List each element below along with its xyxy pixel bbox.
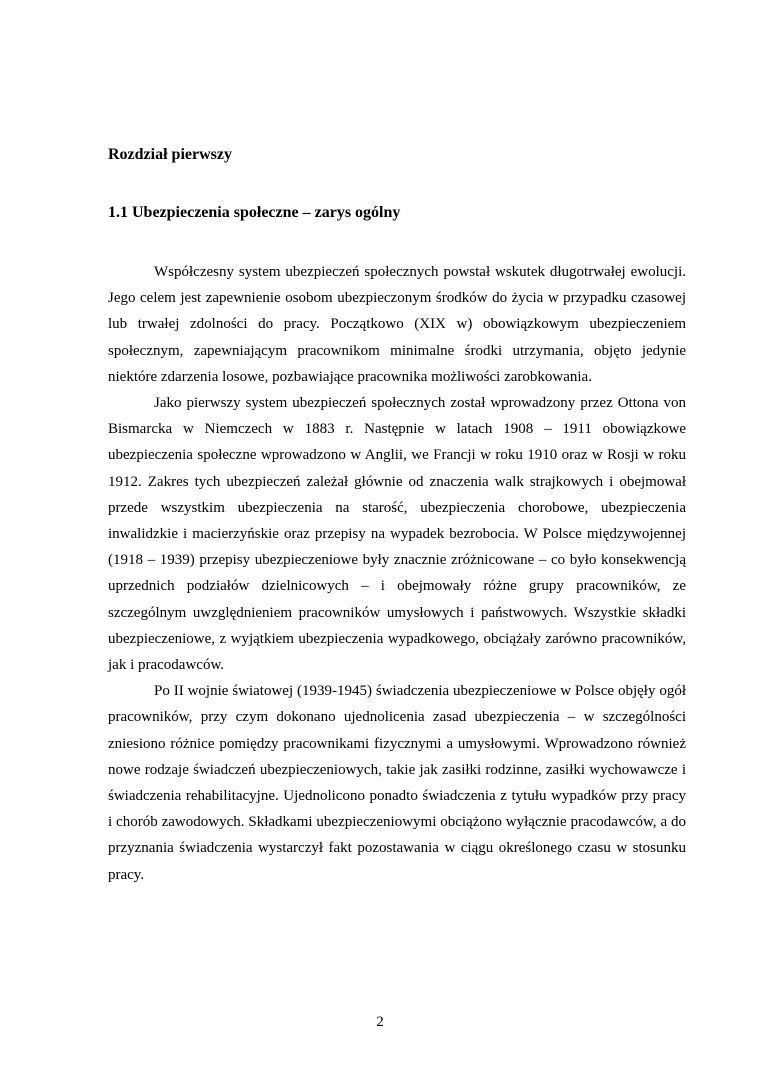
paragraph-2: Jako pierwszy system ubezpieczeń społecznych został wprowadzony przez Ottona von Bismarcka w Niemczech w 1883 r. Następnie w latach 1908 – 1911 obowiązkowe ubezpieczenia społeczne wprowadzono w Anglii, we Francji w roku 1910 oraz w Rosji w roku 1912. Zakres tych ubezpieczeń zależał głównie od znaczenia walk strajkowych i obejmował przede wszystkim ubezpieczenia na starość, ubezpieczenia chorobowe, ubezpieczenia inwalidzkie i macierzyńskie oraz przepisy na wypadek bezrobocia. W Polsce międzywojennej (1918 – 1939) przepisy ubezpieczeniowe były znacznie zróżnicowane – co było konsekwencją uprzednich podziałów dzielnicowych – i obejmowały różne grupy pracowników, ze szczególnym uwzględnieniem pracowników umysłowych i państwowych. Wszystkie składki ubezpieczeniowe, z wyjątkiem ubezpieczenia wypadkowego, obciążały zarówno pracowników, jak i pracodawców. (108, 395, 686, 674)
page-number: 2 (376, 1014, 384, 1030)
section-title: 1.1 Ubezpieczenia społeczne – zarys ogólny (108, 204, 401, 221)
paragraph-1: Współczesny system ubezpieczeń społecznych powstał wskutek długotrwałej ewolucji. Jego celem jest zapewnienie osobom ubezpieczonym środków do życia w przypadku czasowej lub trwałej zdolności do pracy. Początkowo (XIX w) obowiązkowym ubezpieczeniem społecznym, zapewniającym pracownikom minimalne środki utrzymania, objęto jedynie niektóre zdarzenia losowe, pozbawiające pracownika możliwości zarobkowania. (108, 264, 686, 385)
body-text (108, 259, 686, 888)
paragraph-3: Po II wojnie światowej (1939-1945) świadczenia ubezpieczeniowe w Polsce objęły ogół pracowników, przy czym dokonano ujednolicenia zasad ubezpieczenia – w szczególności zniesiono różnice pomiędzy pracownikami fizycznymi a umysłowymi. Wprowadzono również nowe rodzaje świadczeń ubezpieczeniowych, takie jak zasiłki rodzinne, zasiłki wychowawcze i świadczenia rehabilitacyjne. Ujednolicono ponadto świadczenia z tytułu wypadków przy pracy i chorób zawodowych. Składkami ubezpieczeniowymi obciążono wyłącznie pracodawców, a do przyznania świadczenia wystarczył fakt pozostawania w ciągu określonego czasu w stosunku pracy. (108, 683, 686, 883)
chapter-title: Rozdział pierwszy (108, 146, 232, 163)
